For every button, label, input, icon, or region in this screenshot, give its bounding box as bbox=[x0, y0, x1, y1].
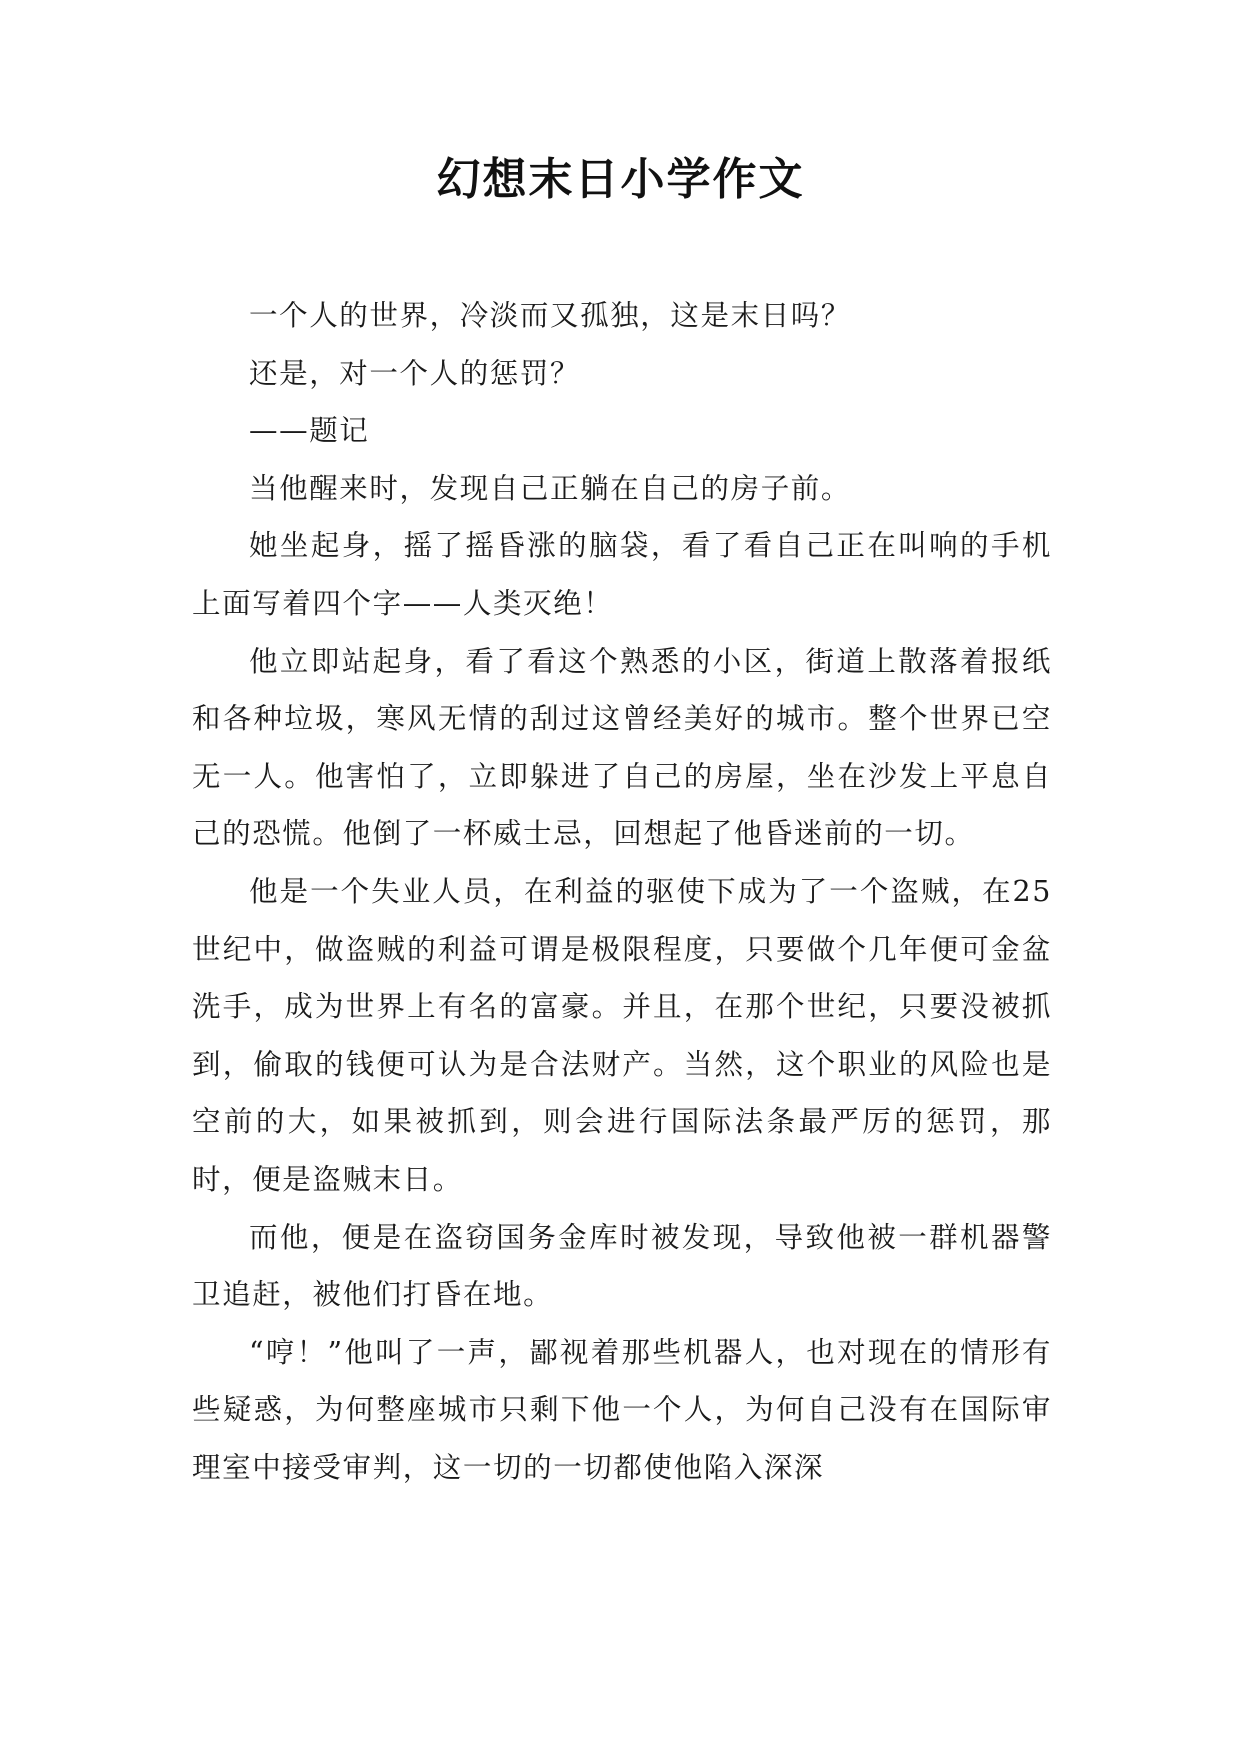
document-body bbox=[192, 287, 1052, 1496]
document-title: 幻想末日小学作文 bbox=[436, 154, 805, 205]
paragraph-7: 他是一个失业人员，在利益的驱使下成为了一个盗贼，在25世纪中，做盗贼的利益可谓是极限程度，只要做个几年便可金盆洗手，成为世界上有名的富豪。并且，在那个世纪，只要没被抓到，偷取的钱便可认为是合法财产。当然，这个职业的风险也是空前的大，如果被抓到，则会进行国际法条最严厉的惩罚，那时，便是盗贼末日。 bbox=[192, 874, 1052, 1196]
paragraph-9: “哼！”他叫了一声，鄙视着那些机器人，也对现在的情形有些疑惑，为何整座城市只剩下他一个人，为何自己没有在国际审理室中接受审判，这一切的一切都使他陷入深深 bbox=[192, 1335, 1052, 1484]
paragraph-6: 他立即站起身，看了看这个熟悉的小区，街道上散落着报纸和各种垃圾，寒风无情的刮过这曾经美好的城市。整个世界已空无一人。他害怕了，立即躲进了自己的房屋，坐在沙发上平息自己的恐慌。他倒了一杯威士忌，回想起了他昏迷前的一切。 bbox=[192, 644, 1052, 851]
paragraph-5: 她坐起身，摇了摇昏涨的脑袋，看了看自己正在叫响的手机上面写着四个字——人类灭绝！ bbox=[192, 529, 1052, 620]
paragraph-4: 当他醒来时，发现自己正躺在自己的房子前。 bbox=[249, 471, 852, 505]
paragraph-epigraph-attribution: ——题记 bbox=[249, 414, 370, 448]
paragraph-2: 还是，对一个人的惩罚？ bbox=[249, 356, 581, 390]
paragraph-8: 而他，便是在盗窃国务金库时被发现，导致他被一群机器警卫追赶，被他们打昏在地。 bbox=[192, 1220, 1052, 1312]
paragraph-1: 一个人的世界，冷淡而又孤独，这是末日吗？ bbox=[249, 299, 852, 332]
